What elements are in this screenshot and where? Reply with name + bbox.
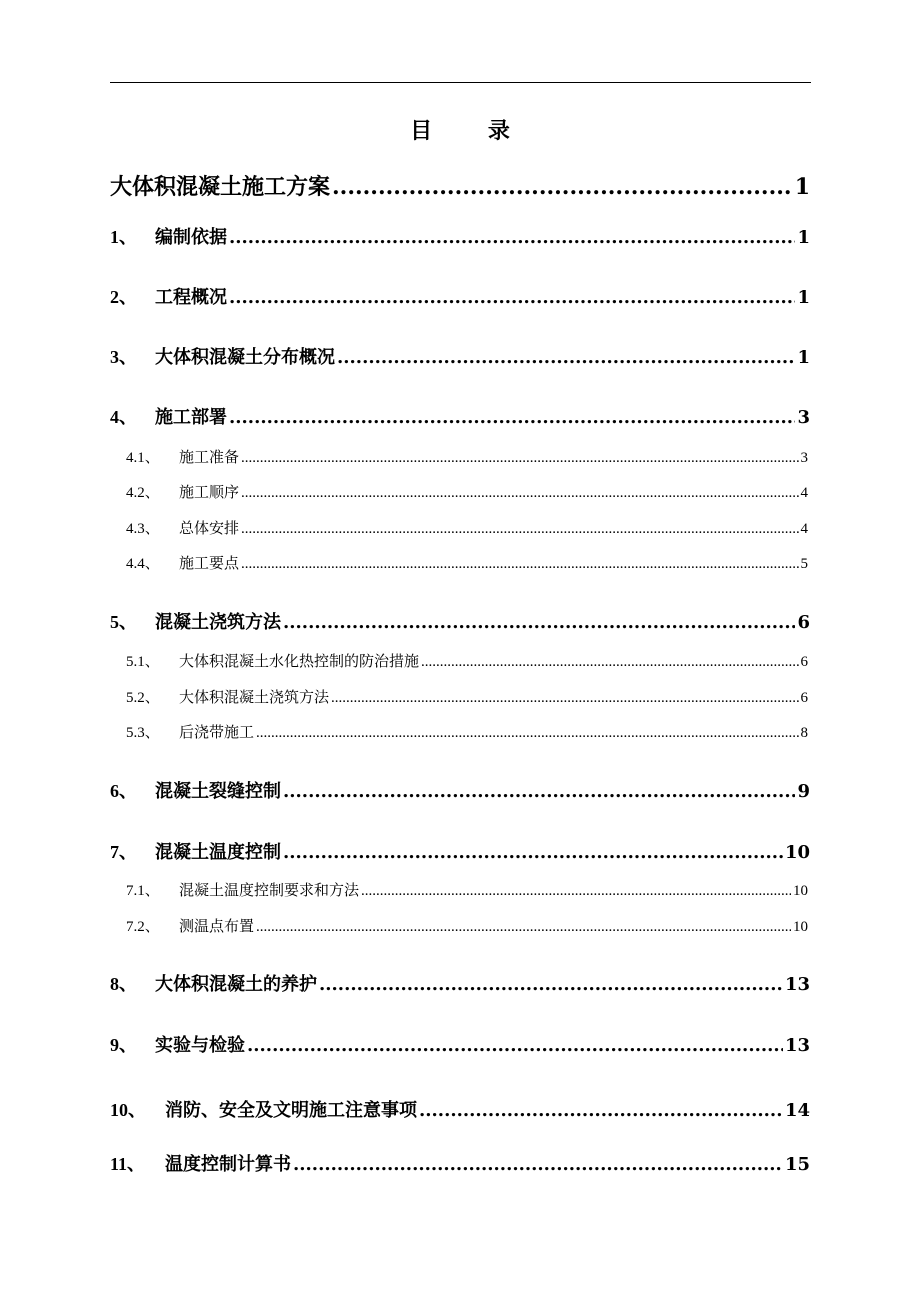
- toc-leader-dots: [241, 485, 798, 502]
- toc-entry-number: 5.3、: [126, 725, 160, 741]
- toc-leader-dots: [256, 919, 791, 936]
- toc-entry-text: 编制依据: [155, 227, 227, 248]
- toc-entry-5-3[interactable]: [126, 721, 808, 742]
- toc-entry-text: 施工顺序: [179, 483, 240, 501]
- toc-leader-dots: [283, 842, 783, 863]
- toc-entry-page: 4: [800, 521, 808, 537]
- header-rule: [110, 82, 811, 83]
- toc-entry-text: 混凝土浇筑方法: [155, 612, 281, 633]
- toc-entry-text: 大体积混凝土浇筑方法: [179, 688, 330, 706]
- toc-entry-number: 5.2、: [126, 690, 160, 706]
- toc-entry-page: 1: [794, 174, 810, 200]
- toc-entry-page: 4: [800, 485, 808, 501]
- toc-entry-page: 15: [784, 1154, 810, 1175]
- toc-entry-8[interactable]: [110, 970, 810, 996]
- toc-leader-dots: [229, 407, 795, 428]
- toc-entry-text: 消防、安全及文明施工注意事项: [165, 1100, 417, 1121]
- toc-entry-4-3[interactable]: [126, 517, 808, 538]
- toc-entry-text: 总体安排: [179, 519, 240, 537]
- toc-entry-4-1[interactable]: [126, 446, 808, 467]
- toc-leader-dots: [283, 612, 795, 633]
- toc-entry-text: 后浇带施工: [179, 723, 255, 741]
- toc-title: 目 录: [410, 119, 534, 144]
- toc-entry-number: 3、: [110, 347, 137, 367]
- toc-entry-number: 11、: [110, 1154, 146, 1174]
- toc-entry-text: 施工部署: [155, 407, 227, 428]
- toc-leader-dots: [319, 974, 783, 995]
- toc-entry-page: 13: [784, 974, 810, 995]
- toc-leader-dots: [361, 883, 791, 900]
- toc-entry-text: 温度控制计算书: [165, 1154, 291, 1175]
- toc-entry-5[interactable]: [110, 608, 810, 634]
- toc-entry-page: 3: [800, 450, 808, 466]
- toc-entry-page: 10: [793, 883, 808, 899]
- toc-entry-number: 7、: [110, 842, 137, 862]
- toc-entry-number: 5.1、: [126, 654, 160, 670]
- toc-entry-4[interactable]: [110, 403, 810, 429]
- toc-entry-page: 1: [797, 347, 810, 368]
- toc-leader-dots: [241, 450, 798, 467]
- toc-entry-text: 大体积混凝土分布概况: [155, 347, 335, 368]
- toc-entry-6[interactable]: [110, 777, 810, 803]
- toc-entry-number: 7.2、: [126, 919, 160, 935]
- toc-entry-text: 混凝土裂缝控制: [155, 781, 281, 802]
- toc-entry-text: 实验与检验: [155, 1035, 245, 1056]
- toc-entry-4-4[interactable]: [126, 552, 808, 573]
- toc-leader-dots: [419, 1100, 783, 1121]
- toc-entry-number: 10、: [110, 1100, 146, 1120]
- toc-entry-number: 9、: [110, 1035, 137, 1055]
- toc-entry-number: 5、: [110, 612, 137, 632]
- toc-entry-number: 4.4、: [126, 556, 160, 572]
- toc-entry-2[interactable]: [110, 283, 810, 309]
- toc-entry-page: 1: [797, 287, 810, 308]
- toc-entry-page: 10: [784, 842, 810, 863]
- toc-entry-number: 1、: [110, 227, 137, 247]
- toc-entry-text: 混凝土温度控制要求和方法: [179, 881, 360, 899]
- toc-entry-page: 6: [800, 654, 808, 670]
- toc-entry-11[interactable]: [110, 1150, 810, 1176]
- toc-entry-page: 6: [800, 690, 808, 706]
- toc-entry-page: 14: [784, 1100, 810, 1121]
- toc-entry-3[interactable]: [110, 343, 810, 369]
- toc-entry-number: 2、: [110, 287, 137, 307]
- toc-leader-dots: [256, 725, 798, 742]
- toc-entry-page: 13: [784, 1035, 810, 1056]
- toc-entry-page: 9: [797, 781, 810, 802]
- toc-entry-text: 测温点布置: [179, 917, 255, 935]
- toc-entry-number: 4.2、: [126, 485, 160, 501]
- toc-entry-number: 4、: [110, 407, 137, 427]
- toc-leader-dots: [229, 227, 795, 248]
- toc-leader-dots: [421, 654, 798, 671]
- toc-entry-9[interactable]: [110, 1031, 810, 1057]
- toc-entry-4-2[interactable]: [126, 481, 808, 502]
- toc-leader-dots: [241, 521, 798, 538]
- toc-entry-text: 大体积混凝土施工方案: [110, 175, 331, 200]
- toc-entry-7-1[interactable]: [126, 879, 808, 900]
- toc-entry-text: 大体积混凝土水化热控制的防治措施: [179, 652, 420, 670]
- toc-entry-7[interactable]: [110, 838, 810, 864]
- toc-leader-dots: [247, 1035, 783, 1056]
- toc-entry-text: 工程概况: [155, 287, 227, 308]
- toc-entry-10[interactable]: [110, 1096, 810, 1122]
- toc-entry-text: 施工要点: [179, 554, 240, 572]
- toc-entry-page: 6: [797, 612, 810, 633]
- toc-entry-text: 大体积混凝土的养护: [155, 974, 317, 995]
- toc-entry-5-1[interactable]: [126, 650, 808, 671]
- toc-leader-dots: [331, 690, 798, 707]
- toc-entry-page: 3: [797, 407, 810, 428]
- toc-entry-page: 10: [793, 919, 808, 935]
- toc-entry-number: 7.1、: [126, 883, 160, 899]
- toc-entry-page: 5: [800, 556, 808, 572]
- toc-leader-dots: [332, 174, 793, 200]
- toc-entry-number: 4.1、: [126, 450, 160, 466]
- toc-leader-dots: [229, 287, 795, 308]
- toc-entry-page: 1: [797, 227, 810, 248]
- toc-entry-number: 4.3、: [126, 521, 160, 537]
- toc-entry-number: 6、: [110, 781, 137, 801]
- toc-leader-dots: [241, 556, 798, 573]
- toc-entry-1[interactable]: [110, 223, 810, 249]
- toc-leader-dots: [337, 347, 795, 368]
- toc-entry-5-2[interactable]: [126, 686, 808, 707]
- toc-entry-number: 8、: [110, 974, 137, 994]
- toc-entry-7-2[interactable]: [126, 915, 808, 936]
- toc-entry-page: 8: [800, 725, 808, 741]
- toc-leader-dots: [283, 781, 795, 802]
- toc-entry-text: 混凝土温度控制: [155, 842, 281, 863]
- toc-leader-dots: [293, 1154, 783, 1175]
- toc-entry-text: 施工准备: [179, 448, 240, 466]
- toc-entry-main[interactable]: [110, 170, 810, 201]
